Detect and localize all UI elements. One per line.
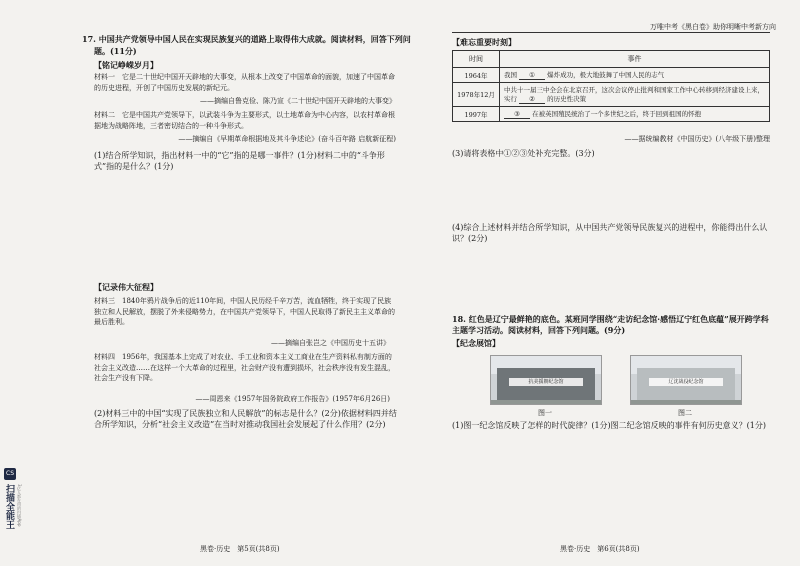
table-header: 时间	[453, 51, 500, 68]
fill-blank: ①	[519, 71, 545, 80]
material-1: 材料一 它是二十世纪中国开天辟地的大事变，从根本上改变了中国革命的面貌，加速了中国革命的历史进程，开创了中国历史发展的新纪元。	[94, 73, 395, 92]
event-text: 在被英国殖民统治了一个多世纪之后，终于回到祖国的怀抱	[532, 110, 702, 118]
memorial-photo-2	[630, 355, 742, 405]
header-brand: 万唯中考《黑白卷》助你明晰中考新方向	[650, 23, 776, 31]
scanner-logo-icon: CS	[4, 468, 16, 480]
table-cell-event	[500, 107, 770, 122]
events-table	[452, 50, 770, 122]
event-text: 的历史性决策	[547, 95, 587, 103]
material-4-source: ——周恩来《1957年国务院政府工作报告》(1957年6月26日)	[195, 395, 390, 403]
event-text: 中共十一届三中全会在北京召开，这次会议停止批判和国家工作中心转移到经济建设上来，实行	[504, 86, 764, 103]
section-title-2: 【记录伟大征程】	[94, 282, 158, 292]
section-title-3: 【难忘重要时刻】	[452, 37, 516, 47]
table-cell-year: 1997年	[453, 107, 500, 122]
q17-stem-line1: 17. 中国共产党领导中国人民在实现民族复兴的道路上取得伟大成就。阅读材料，回答下列问	[82, 34, 411, 44]
material-2-source: ——摘编自《早期革命根据地及其斗争述论》(奋斗百年路 启航新征程)	[178, 135, 396, 143]
question-17-4: (4)综合上述材料并结合所学知识，从中国共产党领导民族复兴的进程中，你能得出什么认识？(2分)	[452, 223, 768, 243]
event-text: 爆炸成功，极大地鼓舞了中国人民的志气	[547, 71, 665, 79]
photo-ground	[491, 400, 601, 404]
memorial-sign: 辽沈战役纪念馆	[649, 378, 723, 386]
scanner-tagline: 3亿人都在用的扫描App	[17, 484, 22, 527]
figure-caption-2: 图二	[678, 409, 692, 417]
figure-caption-1: 图一	[538, 409, 552, 417]
photo-ground	[631, 400, 741, 404]
material-1-source: ——摘编自鲁克俭、陈乃宣《二十世纪中国开天辟地的大事变》	[200, 97, 396, 105]
table-row	[453, 107, 770, 122]
table-source: ——据统编教材《中国历史》(八年级下册)整理	[624, 135, 770, 143]
footer-right: 黑卷·历史 第6页(共8页)	[560, 545, 640, 553]
fill-blank: ②	[519, 95, 545, 104]
q17-stem-line2: 题。(11分)	[94, 46, 137, 56]
question-18-1: (1)图一纪念馆反映了怎样的时代旋律？(1分)图二纪念馆反映的事件有何历史意义？(1分)	[452, 421, 766, 430]
question-17-3: (3)请将表格中①②③处补充完整。(3分)	[452, 149, 595, 158]
question-17-1: (1)结合所学知识，指出材料一中的“它”指的是哪一事件？(1分)材料二中的“斗争形式”指的是什么？(1分)	[94, 151, 385, 171]
memorial-sign: 抗美援朝纪念馆	[509, 378, 583, 386]
table-cell-event	[500, 68, 770, 83]
material-2: 材料二 它是中国共产党领导下，以武装斗争为主要形式，以土地革命为中心内容，以农村革命根据地为战略阵地，三者密切结合的一种斗争形式。	[94, 111, 395, 130]
scanner-watermark	[2, 468, 22, 558]
material-4: 材料四 1956年，我国基本上完成了对农业、手工业和资本主义工商业在生产资料私有制方面的社会主义改造……在这样一个大革命的过程里，社会财产没有遭到损坏，社会秩序没有发生混乱，社会生产没有下降。	[94, 353, 395, 382]
scanner-name: 扫描全能王	[4, 484, 14, 529]
header-divider	[452, 32, 770, 33]
material-3: 材料三 1840年鸦片战争后的近110年间，中国人民历经千辛万苦，流血牺牲，终于实现了民族独立和人民解放，摆脱了外来侵略势力，在中国共产党领导下，中国人民取得了新民主主义革命的最后胜利。	[94, 297, 395, 326]
section-title-4: 【纪念展馆】	[452, 338, 500, 348]
footer-left: 黑卷·历史 第5页(共8页)	[200, 545, 280, 553]
q18-stem: 18. 红色是辽宁最鲜艳的底色。某班同学围绕“走访纪念馆·感悟辽宁红色底蕴”展开跨学科主题学习活动。阅读材料，回答下列问题。(9分)	[452, 314, 769, 335]
event-text: 我国	[504, 71, 517, 79]
table-cell-year: 1964年	[453, 68, 500, 83]
table-row	[453, 83, 770, 107]
table-header-row	[453, 51, 770, 68]
table-cell-year: 1978年12月	[453, 83, 500, 107]
table-header: 事件	[500, 51, 770, 68]
table-row	[453, 68, 770, 83]
material-3-source: ——摘编自张岂之《中国历史十五讲》	[271, 339, 390, 347]
section-title-1: 【铭记峥嵘岁月】	[94, 60, 158, 70]
question-17-2: (2)材料三中的中国“实现了民族独立和人民解放”的标志是什么？(2分)依据材料四并结合所学知识，分析“社会主义改造”在当时对推动我国社会发展起了什么作用？(2分)	[94, 409, 397, 429]
table-cell-event	[500, 83, 770, 107]
memorial-photo-1	[490, 355, 602, 405]
fill-blank: ③	[504, 110, 530, 119]
